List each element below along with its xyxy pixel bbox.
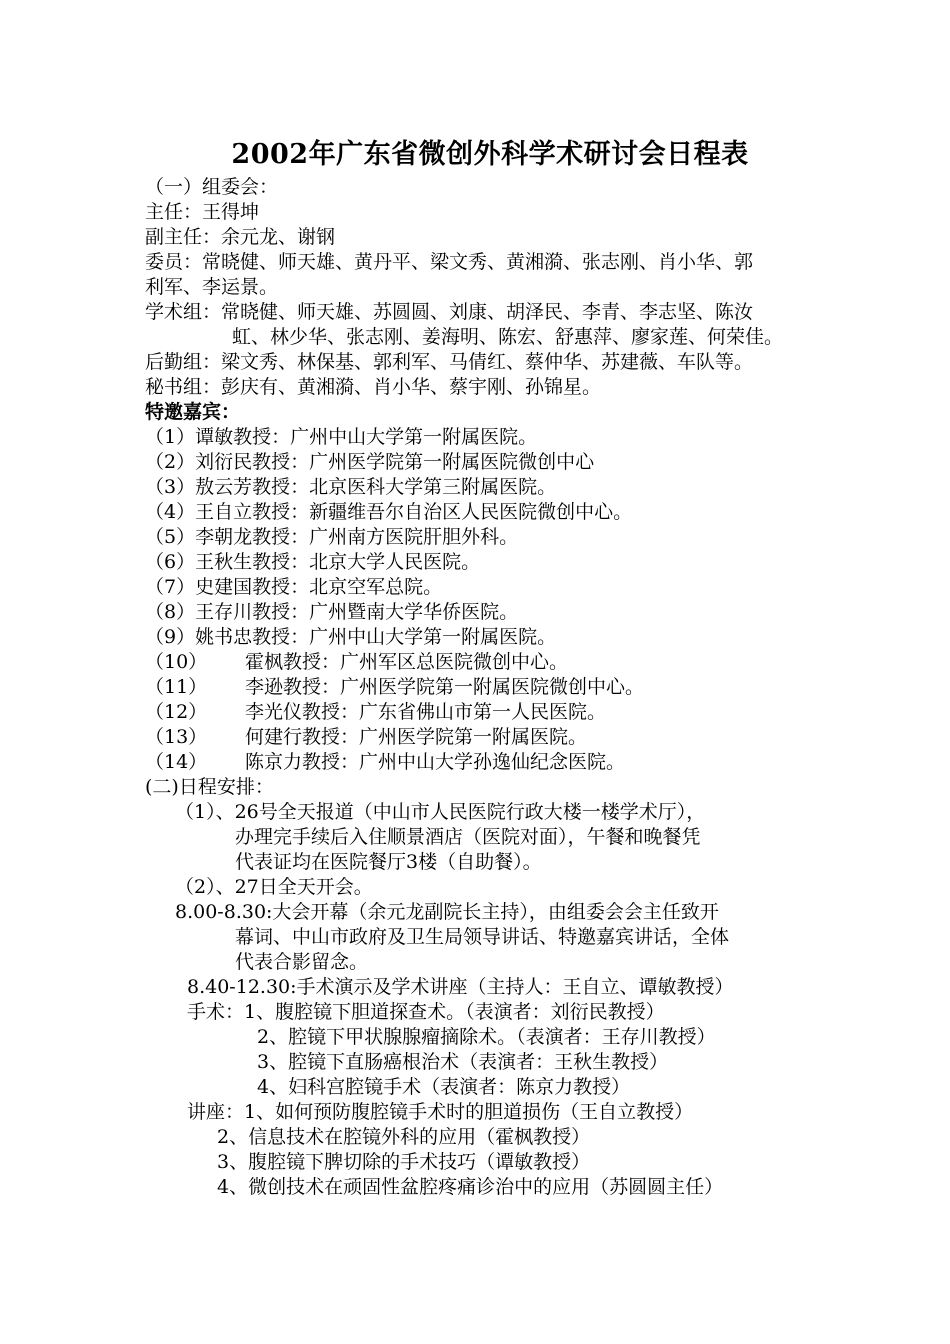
guest-item-numbered — [145, 724, 587, 750]
guest-item-numbered — [145, 674, 644, 700]
guest-item: （3）敖云芳教授：北京医科大学第三附属医院。 — [145, 476, 557, 498]
guest-text: 李光仪教授：广东省佛山市第一人民医院。 — [245, 701, 607, 723]
guest-number: （11） — [145, 676, 208, 698]
schedule-heading: (二)日程安排： — [145, 776, 274, 798]
guest-item: （1）谭敏教授：广州中山大学第一附属医院。 — [145, 426, 538, 448]
guest-item: （2）刘衍民教授：广州医学院第一附属医院微创中心 — [145, 451, 595, 473]
lecture-item: 3、腹腔镜下脾切除的手术技巧（谭敏教授） — [217, 1151, 591, 1173]
guests-heading: 特邀嘉宾： — [145, 401, 241, 423]
guest-number: （14） — [145, 751, 208, 773]
surgery-item: 3、腔镜下直肠癌根治术（表演者：王秋生教授） — [257, 1051, 669, 1073]
guest-item: （6）王秋生教授：北京大学人民医院。 — [145, 551, 481, 573]
academic-group-line1: 学术组：常晓健、师天雄、苏圆圆、刘康、胡泽民、李青、李志坚、陈汝 — [145, 301, 754, 323]
lecture-item: 2、信息技术在腔镜外科的应用（霍枫教授） — [217, 1126, 591, 1148]
guest-item-numbered — [145, 699, 606, 725]
day1-line2: 办理完手续后入住顺景酒店（医院对面），午餐和晚餐凭 — [235, 826, 701, 848]
committee-members-line2: 利军、李运景。 — [145, 276, 279, 298]
lecture-item: 4、微创技术在顽固性盆腔疼痛诊治中的应用（苏圆圆主任） — [217, 1176, 724, 1198]
guest-item: （4）王自立教授：新疆维吾尔自治区人民医院微创中心。 — [145, 501, 633, 523]
academic-group-line2: 虹、林少华、张志刚、姜海明、陈宏、舒惠萍、廖家莲、何荣佳。 — [232, 326, 784, 348]
logistics-group: 后勤组：梁文秀、林保基、郭利军、马倩红、蔡仲华、苏建薇、车队等。 — [145, 351, 754, 373]
guest-item-numbered — [145, 649, 568, 675]
day1-line3: 代表证均在医院餐厅3楼（自助餐）。 — [235, 851, 542, 873]
guest-item: （9）姚书忠教授：广州中山大学第一附属医院。 — [145, 626, 557, 648]
page-title: 2002年广东省微创外科学术研讨会日程表 — [231, 139, 749, 170]
surgery-item: 2、腔镜下甲状腺腺瘤摘除术。（表演者：王存川教授） — [257, 1026, 716, 1048]
surgery-item: 4、妇科宫腔镜手术（表演者：陈京力教授） — [257, 1076, 631, 1098]
guest-text: 霍枫教授：广州军区总医院微创中心。 — [245, 651, 569, 673]
day2-line: （2）、27日全天开会。 — [175, 876, 373, 898]
guest-text: 何建行教授：广州医学院第一附属医院。 — [245, 726, 588, 748]
guest-text: 李逊教授：广州医学院第一附属医院微创中心。 — [245, 676, 645, 698]
guest-text: 陈京力教授：广州中山大学孙逸仙纪念医院。 — [245, 751, 626, 773]
demo-session: 8.40-12.30:手术演示及学术讲座（主持人：王自立、谭敏教授） — [187, 976, 734, 998]
guest-number: （12） — [145, 701, 208, 723]
committee-vice-chair: 副主任：余元龙、谢钢 — [145, 226, 336, 248]
opening-line3: 代表合影留念。 — [235, 951, 369, 973]
opening-line1: 8.00-8.30:大会开幕（余元龙副院长主持），由组委会会主任致开 — [175, 901, 719, 923]
secretary-group: 秘书组：彭庆有、黄湘漪、肖小华、蔡宇刚、孙锦星。 — [145, 376, 602, 398]
lecture-item: 讲座：1、如何预防腹腔镜手术时的胆道损伤（王自立教授） — [187, 1101, 694, 1123]
guest-item: （5）李朝龙教授：广州南方医院肝胆外科。 — [145, 526, 519, 548]
guest-item-numbered — [145, 749, 625, 775]
committee-heading: （一）组委会： — [145, 176, 279, 198]
guest-number: （13） — [145, 726, 208, 748]
opening-line2: 幕词、中山市政府及卫生局领导讲话、特邀嘉宾讲话，全体 — [235, 926, 730, 948]
guest-number: （10） — [145, 651, 208, 673]
surgery-item: 手术：1、腹腔镜下胆道探查术。（表演者：刘衍民教授） — [187, 1001, 665, 1023]
guest-item: （8）王存川教授：广州暨南大学华侨医院。 — [145, 601, 519, 623]
day1-line1: （1）、26号全天报道（中山市人民医院行政大楼一楼学术厅）， — [175, 801, 706, 823]
committee-members-line1: 委员：常晓健、师天雄、黄丹平、梁文秀、黄湘漪、张志刚、肖小华、郭 — [145, 251, 754, 273]
guest-item: （7）史建国教授：北京空军总院。 — [145, 576, 443, 598]
committee-chair: 主任：王得坤 — [145, 201, 260, 223]
